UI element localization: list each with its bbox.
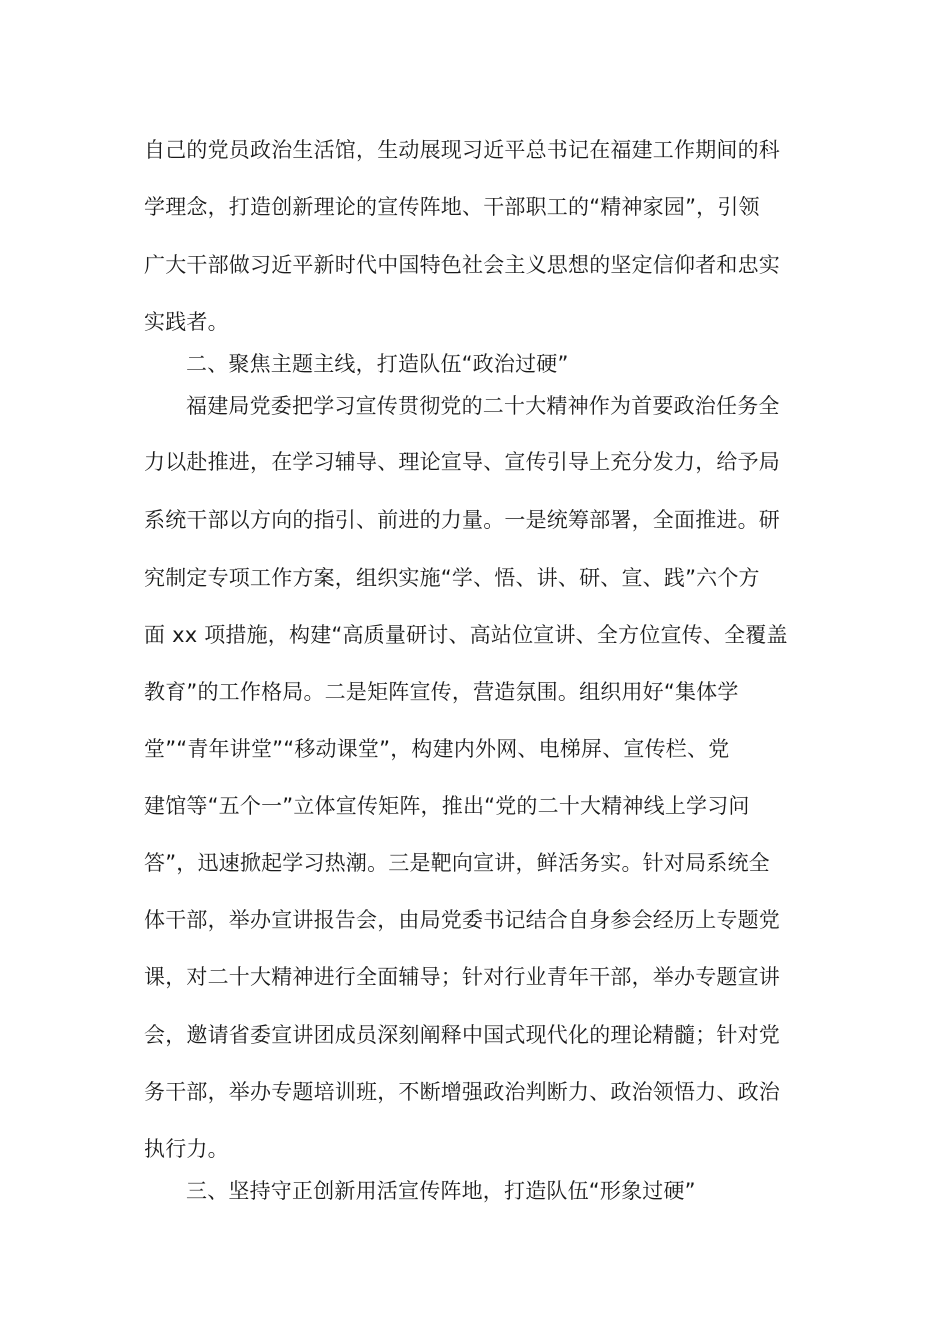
- text-line: 体干部，举办宣讲报告会，由局党委书记结合自身参会经历上专题党: [144, 908, 780, 932]
- section-heading: 二、聚焦主题主线，打造队伍“政治过硬”: [186, 352, 569, 376]
- text-line: 答”，迅速掀起学习热潮。三是靶向宣讲，鲜活务实。针对局系统全: [144, 851, 770, 875]
- text-line: 实践者。: [144, 310, 229, 334]
- text-line: 自己的党员政治生活馆，生动展现习近平总书记在福建工作期间的科: [144, 138, 780, 162]
- text-line: 福建局党委把学习宣传贯彻党的二十大精神作为首要政治任务全: [186, 394, 780, 418]
- text-line: 执行力。: [144, 1137, 229, 1161]
- text-line: 会，邀请省委宣讲团成员深刻阐释中国式现代化的理论精髓；针对党: [144, 1023, 780, 1047]
- text-line: 力以赴推进，在学习辅导、理论宣导、宣传引导上充分发力，给予局: [144, 450, 780, 474]
- text-line: 教育”的工作格局。二是矩阵宣传，营造氛围。组织用好“集体学: [144, 680, 739, 704]
- text-line: 学理念，打造创新理论的宣传阵地、干部职工的“精神家园”，引领: [144, 195, 760, 219]
- text-line: 务干部，举办专题培训班，不断增强政治判断力、政治领悟力、政治: [144, 1080, 780, 1104]
- text-line: 究制定专项工作方案，组织实施“学、悟、讲、研、宣、践”六个方: [144, 566, 760, 590]
- text-line: 堂”“青年讲堂”“移动课堂”，构建内外网、电梯屏、宣传栏、党: [144, 737, 730, 761]
- text-line: 广大干部做习近平新时代中国特色社会主义思想的坚定信仰者和忠实: [144, 253, 780, 277]
- text-line: 建馆等“五个一”立体宣传矩阵，推出“党的二十大精神线上学习问: [144, 794, 750, 818]
- text-line: 系统干部以方向的指引、前进的力量。一是统筹部署，全面推进。研: [144, 508, 780, 532]
- text-line: 课，对二十大精神进行全面辅导；针对行业青年干部，举办专题宣讲: [144, 965, 780, 989]
- section-heading: 三、坚持守正创新用活宣传阵地，打造队伍“形象过硬”: [186, 1179, 696, 1203]
- text-line: 面 xx 项措施，构建“高质量研讨、高站位宣讲、全方位宣传、全覆盖: [144, 623, 788, 647]
